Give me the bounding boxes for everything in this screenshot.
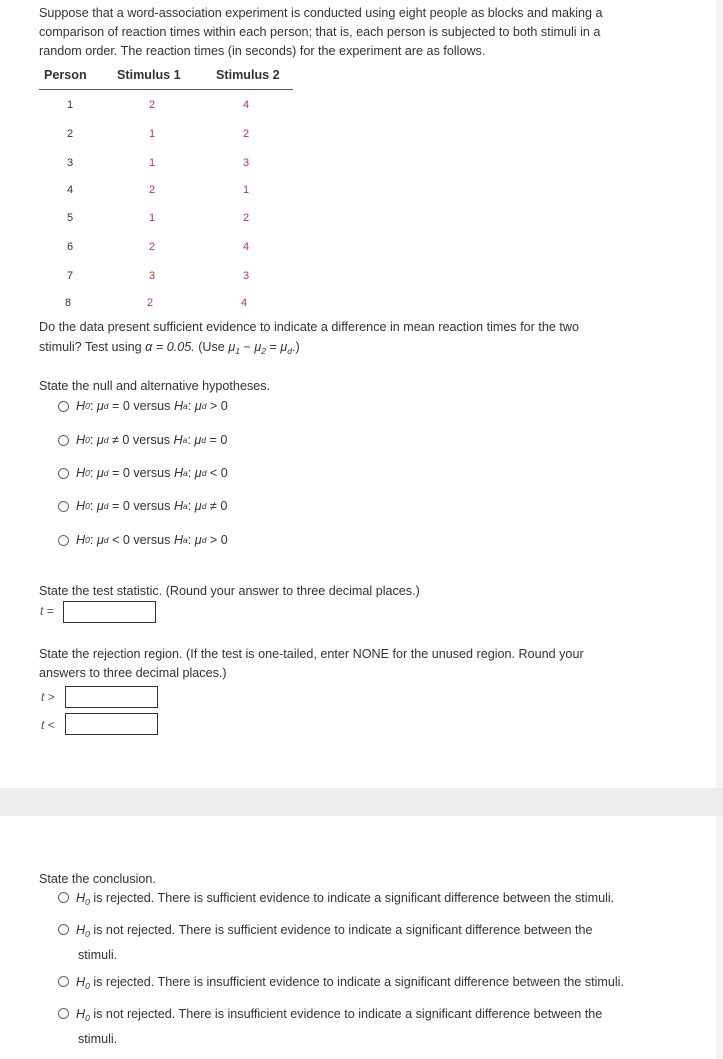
question-line-2: stimuli? Test using α = 0.05. (Use $\mu_1 - \mu_2 = \mu_d$.)	[39, 340, 300, 356]
h-symbol: H	[173, 399, 184, 413]
table-cell-stimulus-1: 1	[148, 212, 156, 224]
alt-relation: < 0	[209, 466, 228, 480]
mu-symbol: μ	[96, 466, 104, 480]
use-close: .)	[291, 340, 300, 354]
hypothesis-option-2[interactable]: H 0 : μ d ≠ 0 versus H a : μ d = 0	[58, 431, 227, 449]
table-header-rule	[39, 89, 293, 90]
radio-button[interactable]	[58, 435, 69, 446]
table-cell-person: 2	[66, 128, 74, 140]
hypothesis-option-3[interactable]: H 0 : μ d = 0 versus H a : μ d < 0	[58, 464, 228, 482]
hypothesis-option-4[interactable]: H 0 : μ d = 0 versus H a : μ d ≠ 0	[58, 497, 227, 515]
table-cell-stimulus-2: 4	[242, 241, 250, 253]
mu-1: μ	[228, 340, 236, 354]
table-cell-stimulus-2: 3	[242, 270, 250, 282]
hypothesis-option-1[interactable]: H 0 : μ d = 0 versus H a : μ d > 0	[58, 397, 228, 415]
rejection-lower-label: t <	[41, 718, 55, 732]
right-scrollbar-edge	[715, 0, 723, 1059]
h-symbol: H	[173, 499, 184, 513]
use-open: (Use	[194, 340, 229, 354]
table-header-stimulus-1: Stimulus 1	[117, 68, 181, 82]
rejection-prompt-line-2: answers to three decimal places.)	[39, 666, 227, 680]
radio-button[interactable]	[58, 401, 69, 412]
mu-symbol: μ	[194, 533, 202, 547]
question-line-1: Do the data present sufficient evidence to indicate a difference in mean reaction times for the two	[39, 320, 579, 334]
null-relation: ≠ 0	[111, 433, 130, 447]
h-symbol: H	[76, 399, 86, 413]
conclusion-text-continued: stimuli.	[78, 1032, 118, 1046]
alt-relation: > 0	[209, 399, 228, 413]
alt-relation: = 0	[209, 433, 228, 447]
hypothesis-option-5[interactable]: H 0 : μ d < 0 versus H a : μ d > 0	[58, 531, 228, 549]
conclusion-prompt: State the conclusion.	[39, 872, 156, 886]
table-cell-stimulus-1: 1	[148, 128, 156, 140]
question-line-2-prefix: stimuli? Test using	[39, 340, 146, 354]
problem-intro-line-2: comparison of reaction times within each person; that is, each person is subjected to both stimuli in a	[39, 25, 601, 39]
hypotheses-prompt: State the null and alternative hypotheses.	[39, 379, 271, 393]
table-cell-stimulus-1: 3	[148, 270, 156, 282]
radio-button[interactable]	[58, 976, 69, 987]
conclusion-text-continued: stimuli.	[78, 948, 118, 962]
rejection-prompt-line-1: State the rejection region. (If the test is one-tailed, enter NONE for the unused region. Round your	[39, 647, 584, 661]
mu-symbol: μ	[194, 399, 202, 413]
h-symbol: H	[76, 1007, 86, 1021]
conclusion-text: is not rejected. There is insufficient evidence to indicate a significant difference between the	[89, 1007, 603, 1021]
versus-text: versus	[129, 533, 174, 547]
h-symbol: H	[76, 499, 86, 513]
problem-intro-line-3: random order. The reaction times (in seconds) for the experiment are as follows.	[39, 44, 486, 58]
alt-relation: > 0	[209, 533, 228, 547]
versus-text: versus	[129, 499, 174, 513]
conclusion-option-1[interactable]: $H_0$ is rejected. There is sufficient evidence to indicate a significant difference between the stimuli.	[58, 888, 698, 913]
table-cell-stimulus-2: 1	[242, 184, 250, 196]
radio-button[interactable]	[58, 468, 69, 479]
radio-button[interactable]	[58, 892, 69, 903]
table-cell-stimulus-1: 2	[148, 184, 156, 196]
mu-symbol: μ	[194, 433, 202, 447]
versus-text: versus	[129, 399, 174, 413]
null-relation: < 0	[111, 533, 130, 547]
table-cell-person: 8	[64, 297, 72, 309]
table-cell-person: 1	[66, 99, 74, 111]
h-symbol: H	[76, 466, 86, 480]
table-cell-stimulus-2: 3	[242, 157, 250, 169]
table-cell-stimulus-1: 2	[148, 99, 156, 111]
null-relation: = 0	[111, 499, 130, 513]
conclusion-text: is not rejected. There is sufficient evidence to indicate a significant difference between the	[89, 923, 593, 937]
h-symbol: H	[76, 975, 86, 989]
conclusion-panel	[0, 816, 716, 1059]
table-header-stimulus-2: Stimulus 2	[216, 68, 280, 82]
table-cell-stimulus-2: 2	[242, 212, 250, 224]
table-cell-person: 6	[66, 241, 74, 253]
table-cell-person: 5	[66, 212, 74, 224]
mu-symbol: μ	[96, 533, 104, 547]
table-header-person: Person	[44, 68, 87, 82]
test-statistic-input[interactable]	[63, 601, 156, 623]
h-symbol: H	[173, 466, 184, 480]
null-relation: = 0	[111, 466, 130, 480]
rejection-lower-input[interactable]	[65, 713, 158, 735]
mu-symbol: μ	[96, 433, 104, 447]
conclusion-option-4[interactable]: $H_0$ is not rejected. There is insufficient evidence to indicate a significant difference between the stimuli.	[58, 1004, 698, 1050]
mu-symbol: μ	[194, 499, 202, 513]
conclusion-option-2[interactable]: $H_0$ is not rejected. There is sufficient evidence to indicate a significant difference between the stimuli.	[58, 920, 698, 966]
table-cell-person: 4	[66, 184, 74, 196]
mu-symbol: μ	[194, 466, 202, 480]
minus-sign: −	[239, 340, 255, 354]
mu-2: μ	[254, 340, 262, 354]
equals-sign: =	[265, 340, 281, 354]
table-cell-person: 7	[66, 270, 74, 282]
h-symbol: H	[173, 433, 183, 447]
radio-button[interactable]	[58, 535, 69, 546]
mu-d: μ	[280, 340, 288, 354]
rejection-upper-label: t >	[41, 690, 55, 704]
table-cell-stimulus-1: 2	[146, 297, 154, 309]
radio-button[interactable]	[58, 1008, 69, 1019]
conclusion-option-3[interactable]: $H_0$ is rejected. There is insufficient evidence to indicate a significant difference between the stimuli.	[58, 972, 698, 997]
mu-symbol: μ	[96, 399, 104, 413]
radio-button[interactable]	[58, 501, 69, 512]
conclusion-text: is rejected. There is insufficient evidence to indicate a significant difference between the stimuli.	[89, 975, 624, 989]
table-cell-stimulus-1: 1	[148, 157, 156, 169]
h-symbol: H	[76, 433, 86, 447]
h-symbol: H	[76, 923, 86, 937]
versus-text: versus	[129, 433, 174, 447]
page-break-gap	[0, 788, 723, 816]
table-cell-stimulus-2: 2	[242, 128, 250, 140]
h-symbol: H	[173, 533, 184, 547]
problem-intro-line-1: Suppose that a word-association experiment is conducted using eight people as blocks and making a	[39, 6, 603, 20]
conclusion-text: is rejected. There is sufficient evidence to indicate a significant difference between the stimuli.	[89, 891, 615, 905]
h-symbol: H	[76, 891, 86, 905]
mu-symbol: μ	[96, 499, 104, 513]
null-relation: = 0	[111, 399, 130, 413]
table-cell-stimulus-2: 4	[240, 297, 248, 309]
table-cell-stimulus-2: 4	[242, 99, 250, 111]
h-symbol: H	[76, 533, 86, 547]
versus-text: versus	[129, 466, 174, 480]
table-cell-stimulus-1: 2	[148, 241, 156, 253]
alpha-value: α = 0.05.	[145, 340, 195, 354]
statistic-label: t =	[40, 604, 54, 618]
radio-button[interactable]	[58, 924, 69, 935]
statistic-prompt: State the test statistic. (Round your answer to three decimal places.)	[39, 584, 420, 598]
alt-relation: ≠ 0	[209, 499, 228, 513]
table-cell-person: 3	[66, 157, 74, 169]
rejection-upper-input[interactable]	[65, 686, 158, 708]
